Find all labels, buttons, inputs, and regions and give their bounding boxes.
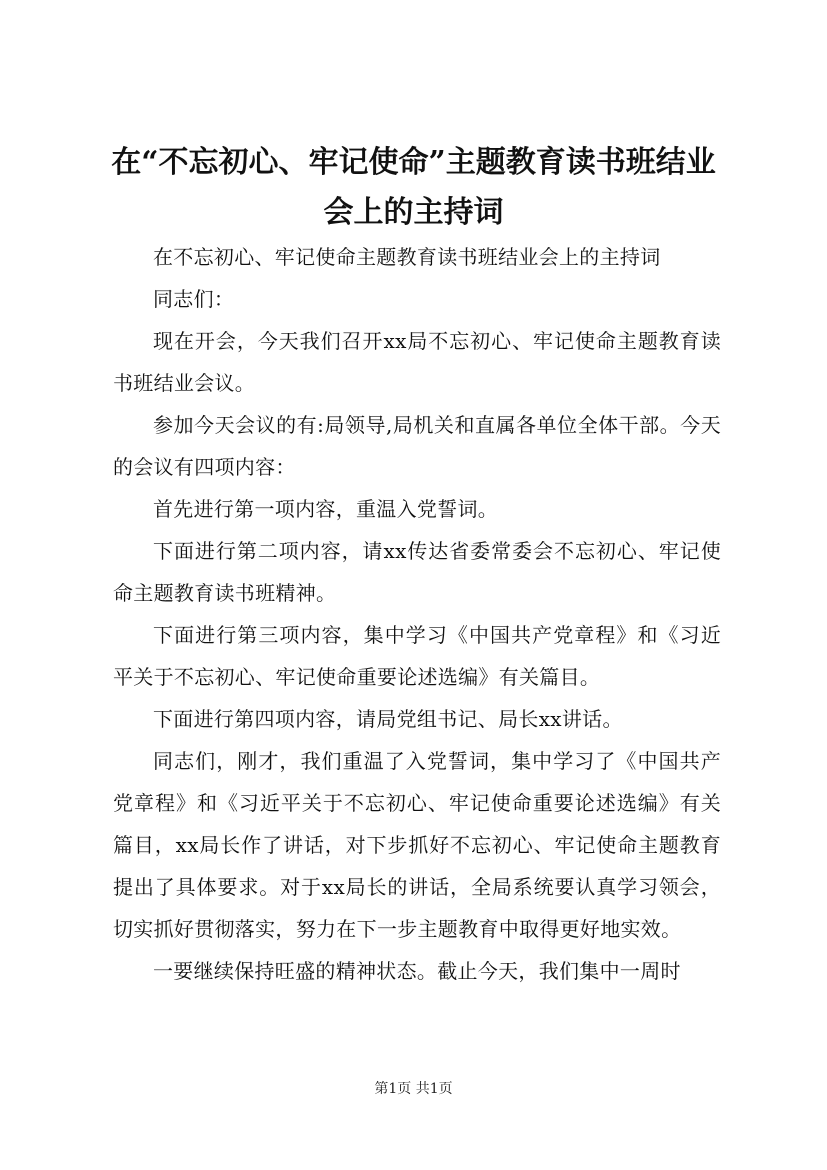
paragraph: 下面进行第三项内容，集中学习《中国共产党章程》和《习近平关于不忘初心、牢记使命重要论述选编》有关篇目。 — [113, 623, 721, 689]
paragraph: 首先进行第一项内容，重温入党誓词。 — [153, 497, 499, 521]
page-footer: 第1页 共1页 — [374, 1081, 453, 1097]
paragraph: 在不忘初心、牢记使命主题教育读书班结业会上的主持词 — [153, 245, 661, 269]
paragraph: 一要继续保持旺盛的精神状态。截止今天，我们集中一周时 — [153, 959, 681, 983]
document-body — [113, 236, 721, 992]
paragraph: 现在开会，今天我们召开xx局不忘初心、牢记使命主题教育读书班结业会议。 — [113, 329, 721, 395]
paragraph: 下面进行第二项内容，请xx传达省委常委会不忘初心、牢记使命主题教育读书班精神。 — [113, 539, 721, 605]
paragraph: 下面进行第四项内容，请局党组书记、局长xx讲话。 — [153, 707, 623, 731]
document-title: 在“不忘初心、牢记使命”主题教育读书班结业会上的主持词 — [111, 145, 716, 230]
paragraph: 参加今天会议的有:局领导,局机关和直属各单位全体干部。今天的会议有四项内容： — [113, 413, 721, 479]
paragraph: 同志们，刚才，我们重温了入党誓词，集中学习了《中国共产党章程》和《习近平关于不忘初心、牢记使命重要论述选编》有关篇目，xx局长作了讲话，对下步抓好不忘初心、牢记使命主题教育提出了具体要求。对于xx局长的讲话，全局系统要认真学习领会，切实抓好贯彻落实，努力在下一步主题教育中取得更好地实效。 — [113, 749, 721, 941]
paragraph: 同志们： — [153, 287, 235, 311]
